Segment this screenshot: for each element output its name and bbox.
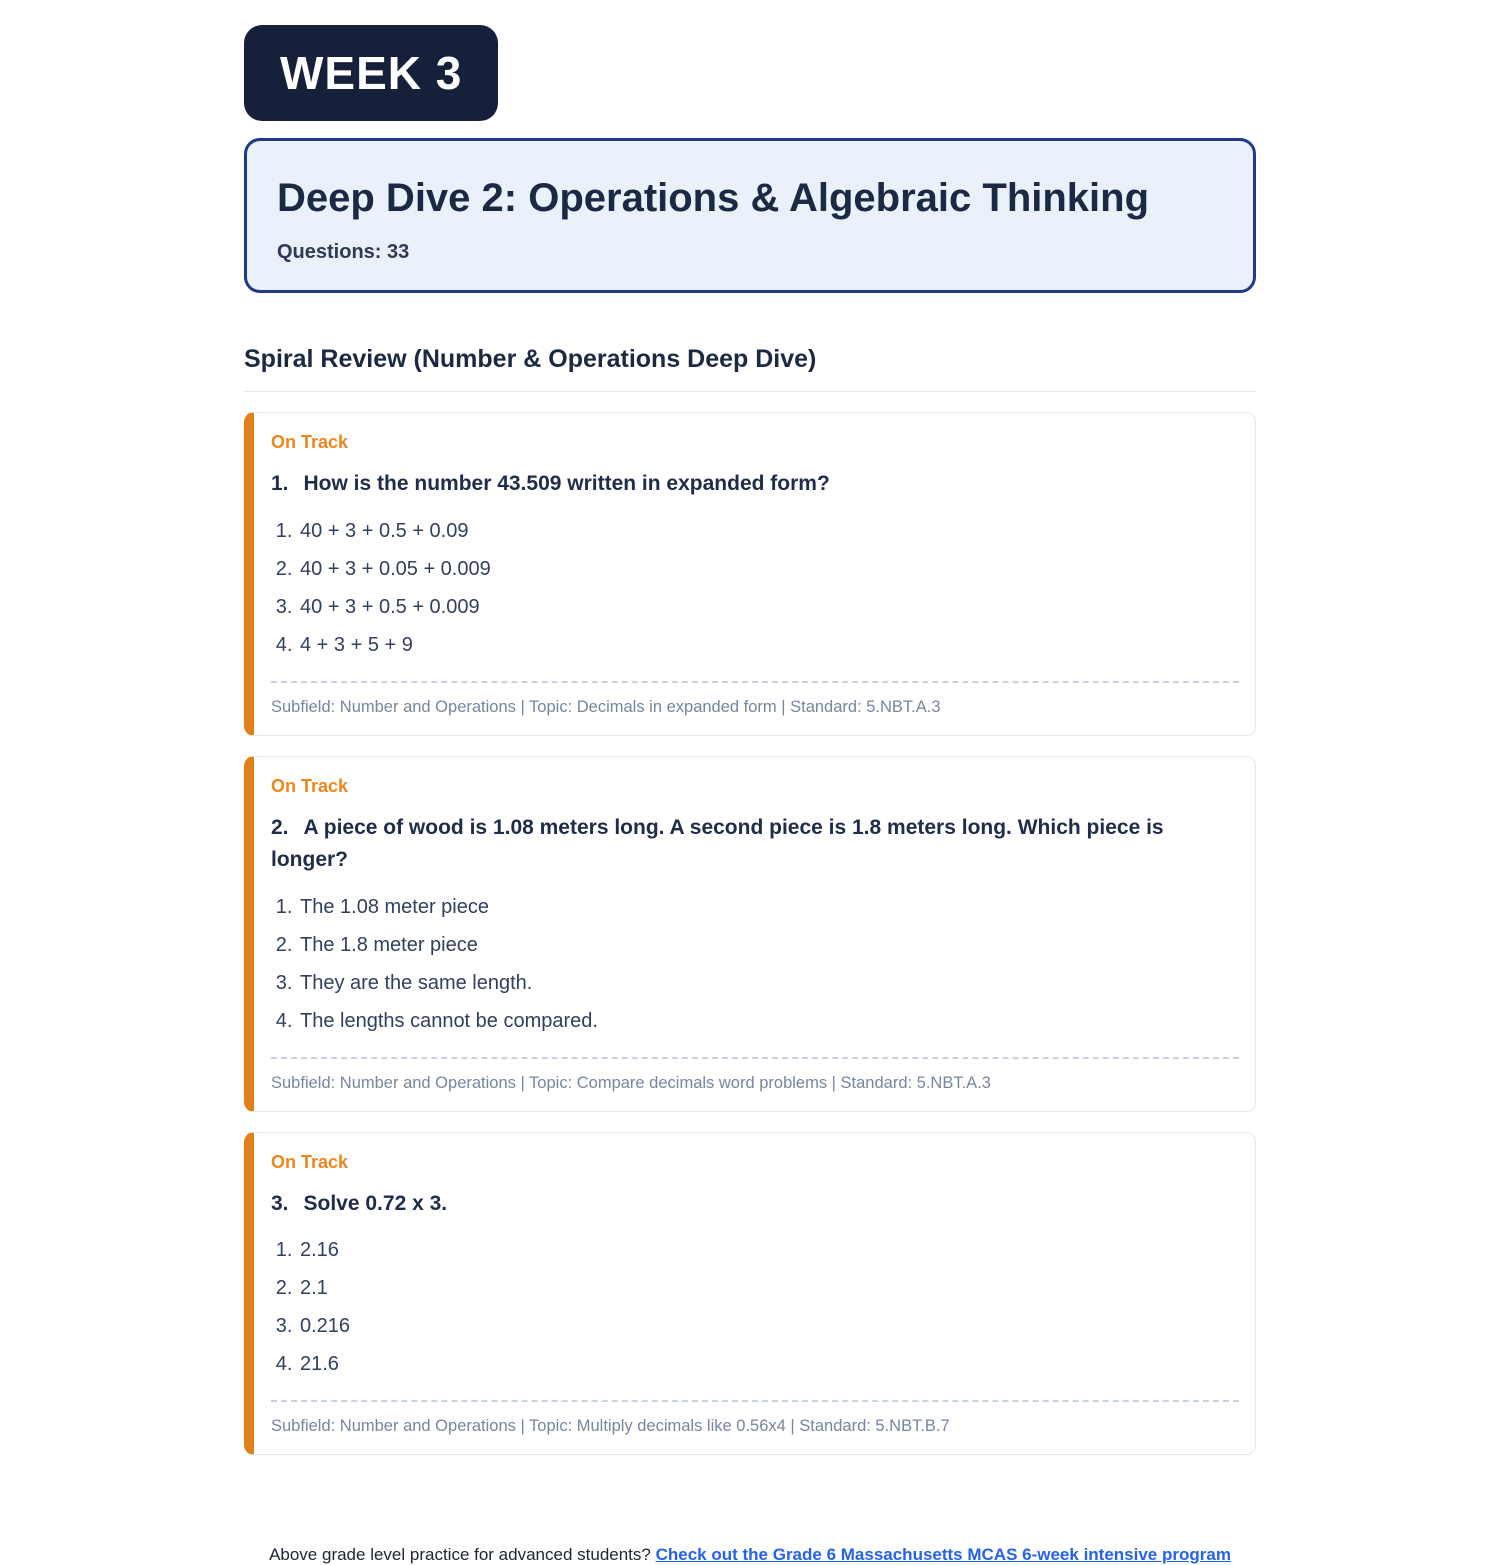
question-list — [244, 412, 1256, 1455]
question-metadata: Subfield: Number and Operations | Topic: Decimals in expanded form | Standard: 5.NBT.A.3 — [271, 697, 941, 716]
footer — [244, 1545, 1256, 1565]
answer-option: 4. 21.6 — [298, 1353, 1239, 1376]
section-heading: Spiral Review (Number & Operations Deep Dive) — [244, 345, 1256, 392]
question-stem: Solve 0.72 x 3. — [303, 1191, 448, 1215]
footer-text: Above grade level practice for advanced students? — [269, 1545, 656, 1565]
page-title: Deep Dive 2: Operations & Algebraic Thinking — [277, 176, 1150, 220]
question-text — [271, 1188, 1239, 1221]
question-card — [244, 1132, 1256, 1456]
answer-option: 1. 40 + 3 + 0.5 + 0.09 — [298, 520, 1239, 543]
status-badge: On Track — [271, 432, 349, 452]
week-badge: WEEK 3 — [244, 25, 498, 121]
answer-options — [271, 520, 1239, 657]
question-metadata: Subfield: Number and Operations | Topic: Compare decimals word problems | Standard: 5.NBT.A.3 — [271, 1073, 991, 1092]
question-stem: A piece of wood is 1.08 meters long. A second piece is 1.8 meters long. Which piece is longer? — [271, 815, 1164, 872]
footer-link[interactable]: Check out the Grade 6 Massachusetts MCAS 6-week intensive program — [655, 1545, 1231, 1565]
questions-count: Questions: 33 — [277, 241, 410, 263]
status-badge: On Track — [271, 1151, 349, 1172]
answer-options — [271, 1239, 1239, 1376]
answer-option: 3. 40 + 3 + 0.5 + 0.009 — [298, 596, 1239, 619]
card-divider — [271, 681, 1239, 683]
answer-option: 2. The 1.8 meter piece — [298, 934, 1239, 957]
answer-option: 3. 0.216 — [298, 1315, 1239, 1338]
answer-option: 2. 40 + 3 + 0.05 + 0.009 — [298, 558, 1239, 581]
answer-option: 3. They are the same length. — [298, 972, 1239, 995]
question-metadata: Subfield: Number and Operations | Topic: Multiply decimals like 0.56x4 | Standard: 5.NBT.B.7 — [271, 1417, 950, 1436]
answer-option: 1. 2.16 — [298, 1239, 1239, 1262]
answer-option: 4. The lengths cannot be compared. — [298, 1010, 1239, 1033]
card-divider — [271, 1057, 1239, 1059]
title-box — [244, 138, 1256, 293]
answer-option: 1. The 1.08 meter piece — [298, 896, 1239, 919]
question-text — [271, 812, 1239, 877]
question-card — [244, 412, 1256, 736]
answer-option: 2. 2.1 — [298, 1277, 1239, 1300]
question-card — [244, 756, 1256, 1112]
answer-option: 4. 4 + 3 + 5 + 9 — [298, 634, 1239, 657]
question-stem: How is the number 43.509 written in expanded form? — [303, 472, 830, 495]
question-number: 3. — [271, 1191, 289, 1215]
question-number: 1. — [271, 472, 289, 495]
answer-options — [271, 896, 1239, 1033]
question-text — [271, 468, 1239, 501]
card-divider — [271, 1400, 1239, 1402]
worksheet-page — [244, 0, 1256, 1565]
status-badge: On Track — [271, 775, 349, 796]
question-number: 2. — [271, 815, 289, 839]
